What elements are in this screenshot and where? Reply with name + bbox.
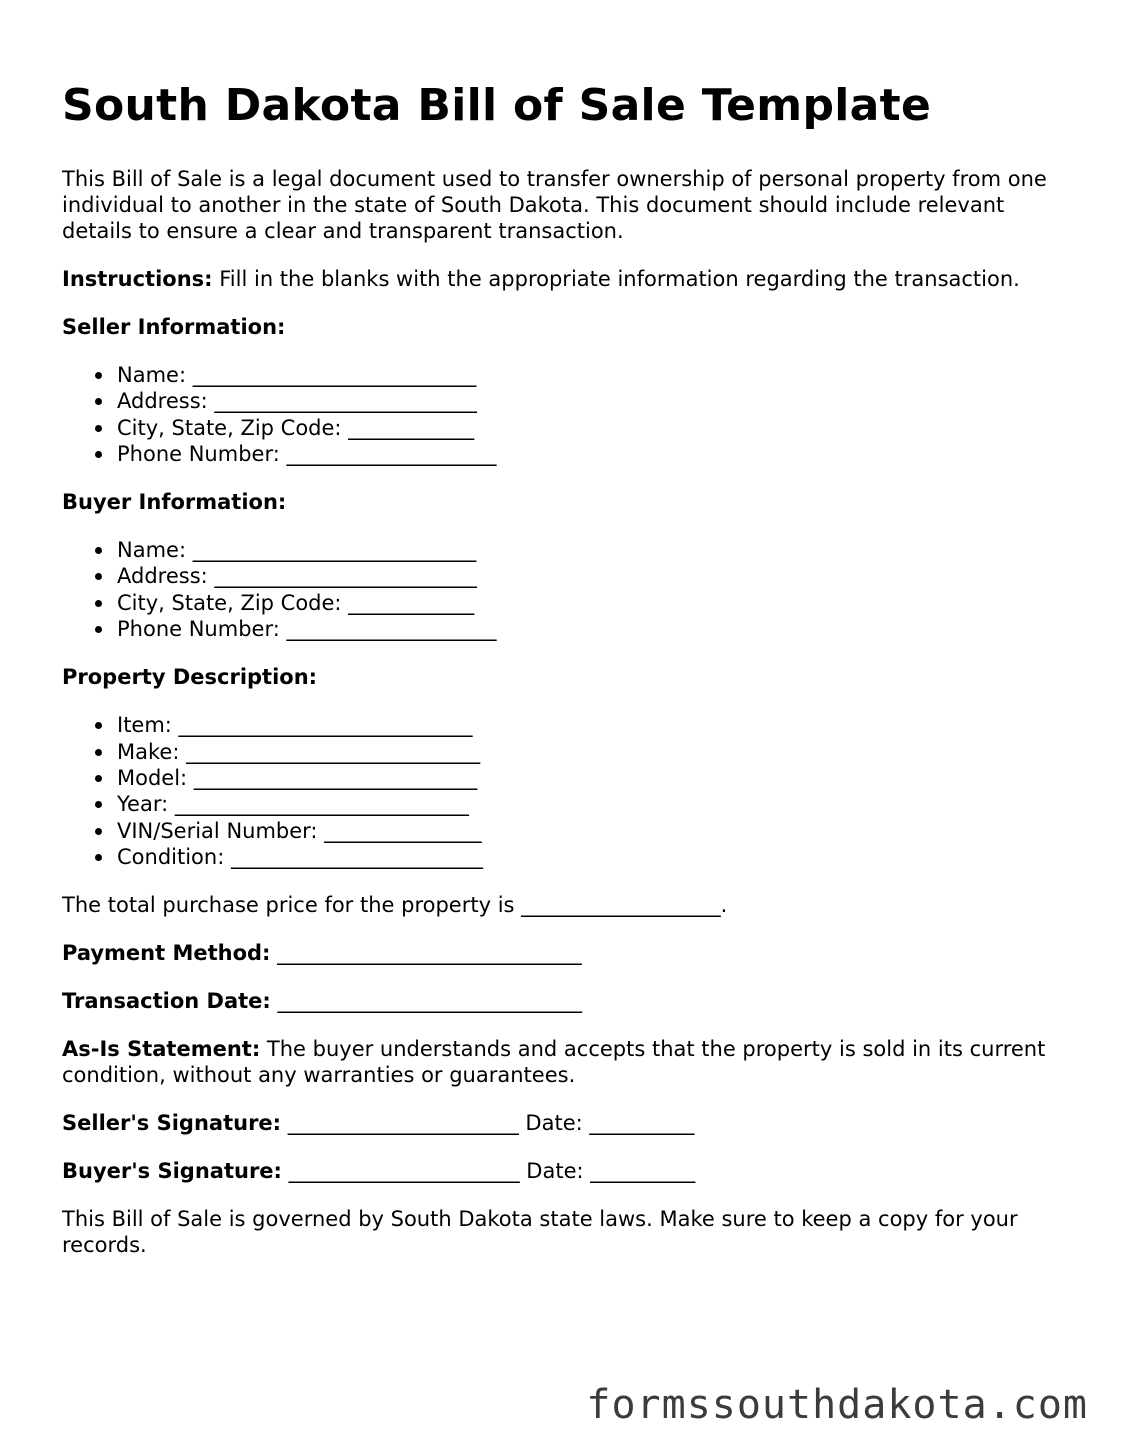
property-condition-field: Condition: ________________________ xyxy=(117,844,1072,870)
property-info-list xyxy=(62,712,1072,870)
seller-address-field: Address: _________________________ xyxy=(117,388,1072,414)
seller-signature-blank: ______________________ Date: __________ xyxy=(281,1111,695,1136)
property-vin-field: VIN/Serial Number: _______________ xyxy=(117,818,1072,844)
document-title: South Dakota Bill of Sale Template xyxy=(62,80,932,131)
as-is-label: As-Is Statement: xyxy=(62,1037,261,1062)
property-make-field: Make: ____________________________ xyxy=(117,739,1072,765)
seller-phone-field: Phone Number: ____________________ xyxy=(117,441,1072,467)
buyer-phone-field: Phone Number: ____________________ xyxy=(117,616,1072,642)
instructions-paragraph xyxy=(62,266,1072,292)
seller-name-field: Name: ___________________________ xyxy=(117,362,1072,388)
buyer-city-state-zip-field: City, State, Zip Code: ____________ xyxy=(117,590,1072,616)
buyer-signature-label: Buyer's Signature: xyxy=(62,1159,282,1184)
transaction-date-label: Transaction Date: xyxy=(62,989,271,1014)
property-model-field: Model: ___________________________ xyxy=(117,765,1072,791)
purchase-price-line: The total purchase price for the property is ___________________. xyxy=(62,893,728,918)
seller-signature-line xyxy=(62,1110,1072,1136)
property-item-field: Item: ____________________________ xyxy=(117,712,1072,738)
buyer-info-list xyxy=(62,537,1072,642)
closing-paragraph: This Bill of Sale is governed by South Dakota state laws. Make sure to keep a copy for your records. xyxy=(62,1207,1018,1258)
site-watermark: formssouthdakota.com xyxy=(586,1382,1088,1428)
buyer-section-heading: Buyer Information: xyxy=(62,490,287,515)
seller-signature-label: Seller's Signature: xyxy=(62,1111,282,1136)
instructions-text: Fill in the blanks with the appropriate information regarding the transaction. xyxy=(212,267,1020,291)
buyer-name-field: Name: ___________________________ xyxy=(117,537,1072,563)
seller-city-state-zip-field: City, State, Zip Code: ____________ xyxy=(117,415,1072,441)
transaction-date-line xyxy=(62,988,1072,1014)
seller-section-heading: Seller Information: xyxy=(62,315,286,339)
document-page xyxy=(62,78,1072,1280)
intro-paragraph: This Bill of Sale is a legal document used to transfer ownership of personal property from one individual to another in the state of South Dakota. This document should include relevant details to ensure a clear and transparent transaction. xyxy=(62,167,1047,243)
payment-method-label: Payment Method: xyxy=(62,941,271,966)
property-year-field: Year: ____________________________ xyxy=(117,791,1072,817)
payment-method-line xyxy=(62,940,1072,966)
as-is-text: The buyer understands and accepts that the property is sold in its current condition, without any warranties or guarantees. xyxy=(62,1037,1046,1088)
payment-method-blank: _____________________________ xyxy=(270,941,582,966)
seller-info-list xyxy=(62,362,1072,467)
buyer-signature-blank: ______________________ Date: __________ xyxy=(281,1159,696,1184)
buyer-address-field: Address: _________________________ xyxy=(117,563,1072,589)
property-section-heading: Property Description: xyxy=(62,665,318,690)
as-is-statement xyxy=(62,1036,1072,1088)
transaction-date-blank: _____________________________ xyxy=(270,989,583,1014)
instructions-label: Instructions: xyxy=(62,267,213,291)
buyer-signature-line xyxy=(62,1158,1072,1184)
